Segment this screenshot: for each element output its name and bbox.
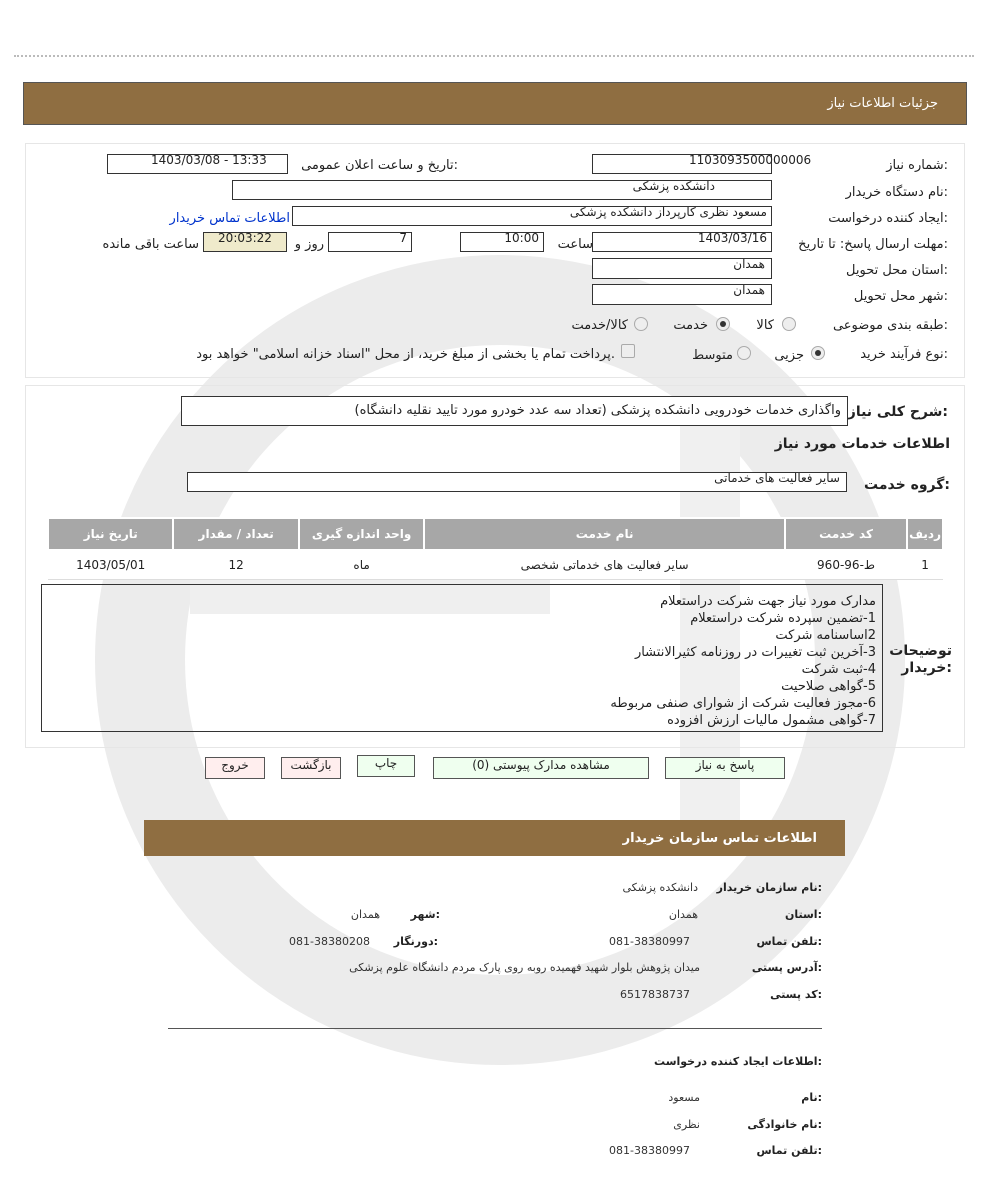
reply-button[interactable]: پاسخ به نیاز (665, 757, 785, 779)
col-quantity: تعداد / مقدار (173, 518, 298, 550)
category-option-goods-service: کالا/خدمت (571, 318, 628, 333)
exit-button[interactable]: خروج (205, 757, 265, 779)
province-label: استان محل تحویل: (846, 263, 948, 278)
summary-label: شرح کلی نیاز: (847, 404, 948, 420)
contact-org-value: دانشکده پزشکی (622, 881, 698, 894)
col-need-date: تاریخ نیاز (48, 518, 173, 550)
process-option-minor: جزیی (774, 348, 804, 363)
creator-info-heading: اطلاعات ایجاد کننده درخواست: (654, 1055, 822, 1068)
creator-label: ایجاد کننده درخواست: (828, 211, 948, 226)
buyer-notes-label: توضیحات خریدار: (889, 643, 952, 676)
cell-quantity: 12 (173, 550, 298, 580)
notes-line: 2اساسنامه شرکت (775, 628, 876, 643)
creator-last-name-label: نام خانوادگی: (747, 1118, 822, 1131)
deadline-time-label: ساعت (557, 237, 593, 252)
contact-header (144, 820, 845, 856)
process-option-medium: متوسط (692, 348, 733, 363)
notes-line: مدارک مورد نیاز جهت شرکت دراستعلام (660, 594, 876, 609)
contact-phone-label: تلفن تماس: (756, 935, 822, 948)
creator-first-name-value: مسعود (668, 1091, 700, 1104)
deadline-label: مهلت ارسال پاسخ: تا تاریخ: (798, 237, 948, 252)
contact-fax-label: دورنگار: (393, 935, 438, 948)
cell-service-name: سایر فعالیت های خدماتی شخصی (424, 550, 785, 580)
notes-line: 6-مجوز فعالیت شرکت از شوارای صنفی مربوطه (610, 696, 876, 711)
notes-line: 3-آخرین ثبت تغییرات در روزنامه کثیرالانتشار (634, 645, 876, 660)
remaining-time-label: ساعت باقی مانده (102, 237, 199, 252)
category-option-service: خدمت (673, 318, 708, 333)
treasury-payment-note: پرداخت تمام یا بخشی از مبلغ خرید، از محل "اسناد خزانه اسلامی" خواهد بود. (196, 347, 615, 362)
process-radio-minor[interactable] (811, 346, 825, 360)
category-radio-service[interactable] (716, 317, 730, 331)
treasury-payment-checkbox[interactable] (621, 344, 635, 358)
days-field: 7 (328, 232, 412, 252)
contact-city-label: شهر: (410, 908, 440, 921)
cell-row: 1 (907, 550, 943, 580)
contact-divider (168, 1028, 822, 1029)
contact-address-value: میدان پژوهش بلوار شهید فهمیده روبه روی پارک مردم دانشگاه علوم پزشکی (349, 961, 700, 974)
need-number-label: شماره نیاز: (886, 158, 948, 173)
cell-need-date: 1403/05/01 (48, 550, 173, 580)
creator-phone-label: تلفن تماس: (756, 1144, 822, 1157)
creator-field: مسعود نظری کارپرداز دانشکده پزشکی (292, 206, 772, 226)
buyer-notes-box (41, 584, 883, 732)
category-radio-goods[interactable] (782, 317, 796, 331)
top-dotted-divider (14, 55, 974, 57)
view-attachments-button[interactable]: مشاهده مدارک پیوستی (0) (433, 757, 649, 779)
services-table (47, 517, 944, 580)
contact-postal-label: کد پستی: (770, 988, 822, 1001)
process-radio-medium[interactable] (737, 346, 751, 360)
cell-unit: ماه (299, 550, 424, 580)
buyer-org-field: دانشکده پزشکی (232, 180, 772, 200)
need-info-panel (25, 143, 965, 378)
back-button[interactable]: بازگشت (281, 757, 341, 779)
cell-service-code: ط-96-960 (785, 550, 907, 580)
notes-line: 4-ثبت شرکت (801, 662, 876, 677)
col-unit: واحد اندازه گیری (299, 518, 424, 550)
category-radio-goods-service[interactable] (634, 317, 648, 331)
contact-address-label: آدرس پستی: (751, 961, 822, 974)
category-label: طبقه بندی موضوعی: (832, 318, 948, 333)
contact-title: اطلاعات تماس سازمان خریدار (622, 830, 817, 846)
col-row: ردیف (907, 518, 943, 550)
services-table-header (48, 518, 943, 550)
contact-postal-value: 6517838737 (620, 988, 690, 1001)
summary-field: واگذاری خدمات خودرویی دانشکده پزشکی (تعداد سه عدد خودرو مورد تایید نقلیه دانشگاه) (181, 396, 848, 426)
notes-line: 1-تضمین سپرده شرکت دراستعلام (690, 611, 876, 626)
creator-first-name-label: نام: (801, 1091, 822, 1104)
province-field: همدان (592, 258, 772, 279)
process-type-label: نوع فرآیند خرید: (860, 347, 948, 362)
contact-province-value: همدان (668, 908, 698, 921)
col-service-name: نام خدمت (424, 518, 785, 550)
remaining-time-field: 20:03:22 (203, 232, 287, 252)
print-button[interactable]: چاپ (357, 755, 415, 777)
days-label: روز و (294, 237, 324, 252)
city-label: شهر محل تحویل: (853, 289, 948, 304)
contact-org-label: نام سازمان خریدار: (716, 881, 822, 894)
deadline-date-field: 1403/03/16 (592, 232, 772, 252)
notes-line: 5-گواهی صلاحیت (781, 679, 876, 694)
announce-date-label: تاریخ و ساعت اعلان عمومی: (301, 158, 458, 173)
service-group-field: سایر فعالیت های خدماتی (187, 472, 847, 492)
service-group-label: گروه خدمت: (864, 477, 950, 493)
table-row (48, 550, 943, 580)
contact-province-label: استان: (784, 908, 822, 921)
announce-date-field: 1403/03/08 - 13:33 (107, 154, 288, 174)
page-header (23, 82, 967, 125)
contact-city-value: همدان (350, 908, 380, 921)
city-field: همدان (592, 284, 772, 305)
services-heading: اطلاعات خدمات مورد نیاز (774, 436, 950, 452)
need-number-field: 1103093500000006 (592, 154, 772, 174)
category-option-goods: کالا (756, 318, 774, 333)
col-service-code: کد خدمت (785, 518, 907, 550)
contact-phone-value: 081-38380997 (609, 935, 690, 948)
creator-phone-value: 081-38380997 (609, 1144, 690, 1157)
contact-fax-value: 081-38380208 (289, 935, 370, 948)
notes-line: 7-گواهی مشمول مالیات ارزش افزوده (667, 713, 876, 728)
buyer-org-label: نام دستگاه خریدار: (845, 185, 948, 200)
page-title: جزئیات اطلاعات نیاز (827, 96, 938, 111)
deadline-time-field: 10:00 (460, 232, 544, 252)
creator-last-name-value: نظری (673, 1118, 700, 1131)
buyer-contact-link[interactable]: اطلاعات تماس خریدار (169, 211, 290, 226)
